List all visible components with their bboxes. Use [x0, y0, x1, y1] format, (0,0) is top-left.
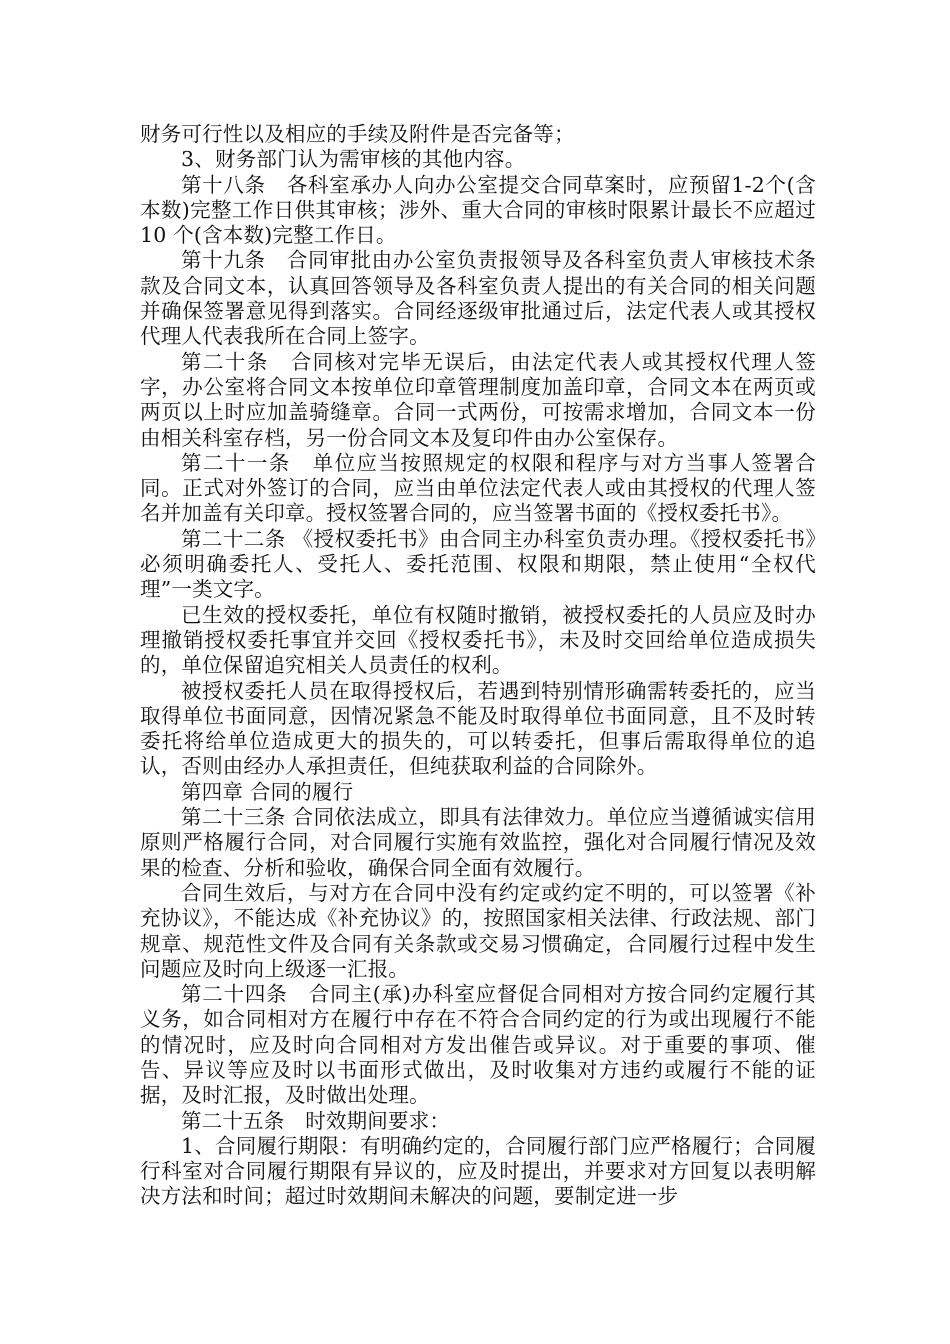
chapter-4-heading: 第四章 合同的履行	[181, 779, 354, 804]
article-25: 第二十五条 时效期间要求：	[181, 1108, 451, 1133]
article-19: 第十九条 合同审批由办公室负责报领导及各科室负责人审核技术条款及合同文本，认真回答领导及各科室负责人提出的有关合同的相关问题并确保签署意见得到落实。合同经逐级审批通过后，法定代表人或其授权代理人代表我所在合同上签字。	[140, 248, 816, 349]
paragraph-revocation: 已生效的授权委托，单位有权随时撤销，被授权委托的人员应及时办理撤销授权委托事宜并交回《授权委托书》，未及时交回给单位造成损失的，单位保留追究相关人员责任的权利。	[140, 602, 816, 678]
paragraph-supplementary-agreement: 合同生效后，与对方在合同中没有约定或约定不明的，可以签署《补充协议》，不能达成《补充协议》的，按照国家相关法律、行政法规、部门规章、规范性文件及合同有关条款或交易习惯确定，合同履行过程中发生问题应及时向上级逐一汇报。	[140, 880, 816, 981]
document-page	[140, 122, 816, 1210]
paragraph-item-3: 3、财务部门认为需审核的其他内容。	[181, 147, 526, 172]
article-18: 第十八条 各科室承办人向办公室提交合同草案时，应预留1-2个(含本数)完整工作日供其审核；涉外、重大合同的审核时限累计最长不应超过10 个(含本数)完整工作日。	[140, 172, 816, 248]
paragraph-item-1-performance-period: 1、合同履行期限：有明确约定的，合同履行部门应严格履行；合同履行科室对合同履行期限有异议的，应及时提出，并要求对方回复以表明解决方法和时间；超过时效期间未解决的问题，要制定进一步	[140, 1133, 816, 1209]
paragraph-continuation: 财务可行性以及相应的手续及附件是否完备等；	[140, 122, 575, 146]
article-20: 第二十条 合同核对完毕无误后，由法定代表人或其授权代理人签字，办公室将合同文本按单位印章管理制度加盖印章，合同文本在两页或两页以上时应加盖骑缝章。合同一式两份，可按需求增加，合同文本一份由相关科室存档，另一份合同文本及复印件由办公室保存。	[140, 349, 816, 450]
article-22: 第二十二条 《授权委托书》由合同主办科室负责办理。《授权委托书》必须明确委托人、受托人、委托范围、权限和期限，禁止使用“全权代理”一类文字。	[140, 526, 816, 602]
article-21: 第二十一条 单位应当按照规定的权限和程序与对方当事人签署合同。正式对外签订的合同，应当由单位法定代表人或由其授权的代理人签名并加盖有关印章。授权签署合同的，应当签署书面的《授权委托书》。	[140, 450, 816, 526]
article-23: 第二十三条 合同依法成立，即具有法律效力。单位应当遵循诚实信用原则严格履行合同，对合同履行实施有效监控，强化对合同履行情况及效果的检查、分析和验收，确保合同全面有效履行。	[140, 805, 816, 880]
article-24: 第二十四条 合同主(承)办科室应督促合同相对方按合同约定履行其义务，如合同相对方在履行中存在不符合合同约定的行为或出现履行不能的情况时，应及时向合同相对方发出催告或异议。对于重要的事项、催告、异议等应及时以书面形式做出，及时收集对方违约或履行不能的证据，及时汇报，及时做出处理。	[140, 982, 816, 1108]
paragraph-subdelegation: 被授权委托人员在取得授权后，若遇到特别情形确需转委托的，应当取得单位书面同意，因情况紧急不能及时取得单位书面同意，且不及时转委托将给单位造成更大的损失的，可以转委托，但事后需取得单位的追认，否则由经办人承担责任，但纯获取利益的合同除外。	[140, 678, 816, 779]
